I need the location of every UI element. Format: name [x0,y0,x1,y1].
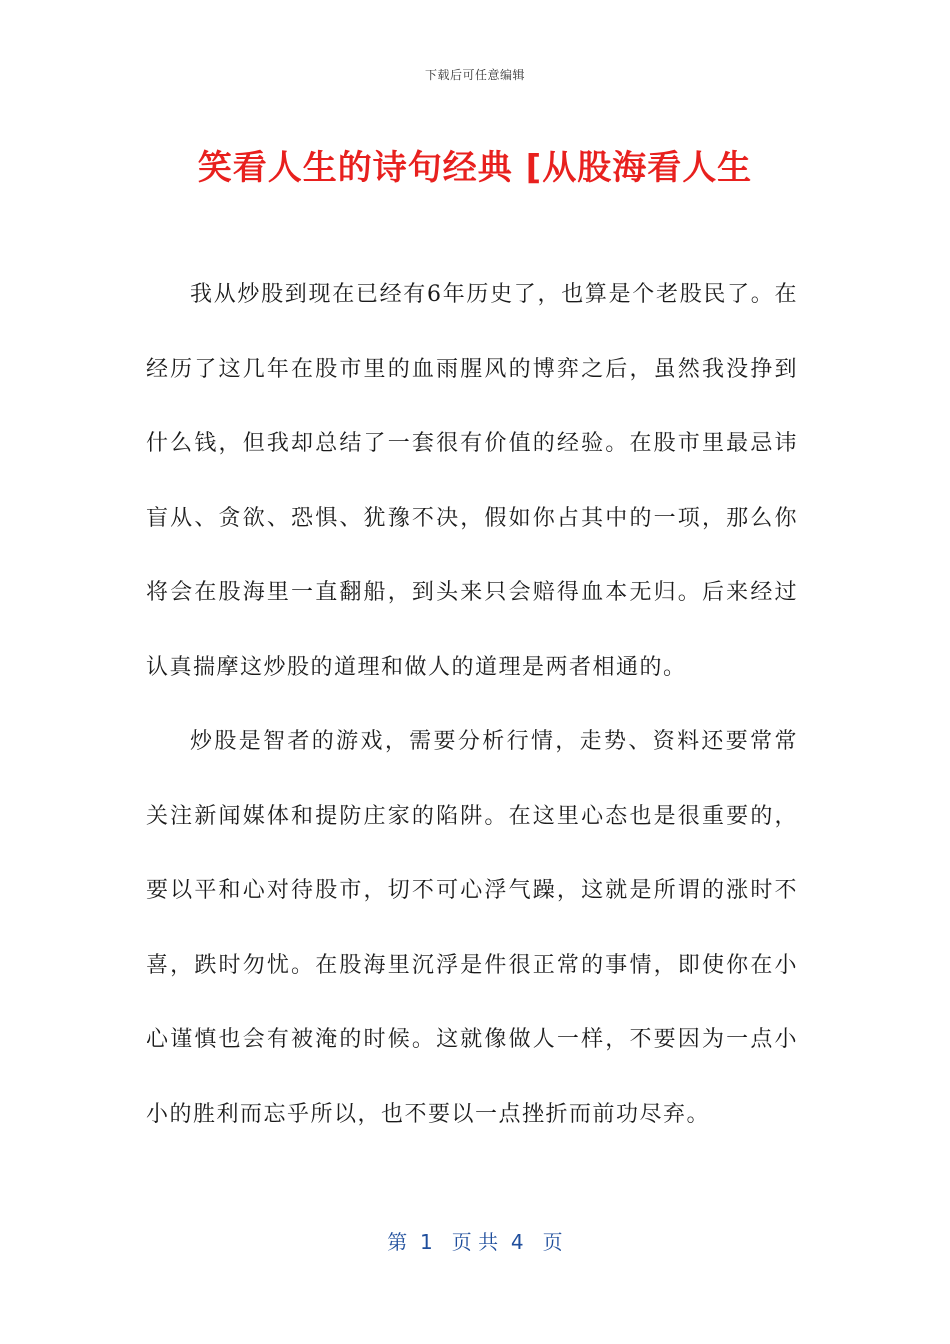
paragraph: 我从炒股到现在已经有6年历史了，也算是个老股民了。在经历了这几年在股市里的血雨腥风的博弈之后，虽然我没挣到什么钱，但我却总结了一套很有价值的经验。在股市里最忌讳盲从、贪欲、恐惧、犹豫不决，假如你占其中的一项，那么你将会在股海里一直翻船，到头来只会赔得血本无归。后来经过认真揣摩这炒股的道理和做人的道理是两者相通的。 [146,282,798,680]
page-number-footer: 第 1 页 共 4 页 [387,1230,563,1254]
header-note: 下载后可任意编辑 [424,68,525,82]
document-title: 笑看人生的诗句经典 [从股海看人生 [197,148,753,188]
paragraph: 炒股是智者的游戏，需要分析行情，走势、资料还要常常关注新闻媒体和提防庄家的陷阱。在这里心态也是很重要的，要以平和心对待股市，切不可心浮气躁，这就是所谓的涨时不喜，跌时勿忧。在股海里沉浮是件很正常的事情，即使你在小心谨慎也会有被淹的时候。这就像做人一样，不要因为一点小小的胜利而忘乎所以，也不要以一点挫折而前功尽弃。 [146,729,798,1127]
document-body [146,258,798,1152]
